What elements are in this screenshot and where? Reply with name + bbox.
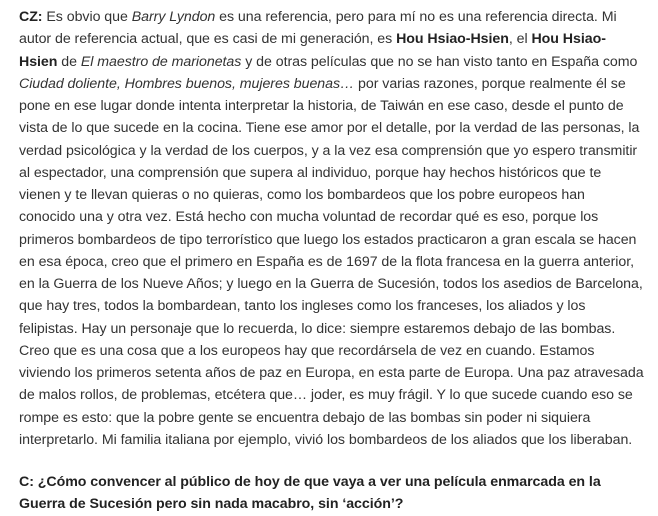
film-title-barry-lyndon: Barry Lyndon: [131, 9, 216, 25]
speaker-label: CZ:: [19, 9, 43, 25]
interview-question: C: ¿Cómo convencer al público de hoy de que vaya a ver una película enmarcada en la Guerra de Sucesión pero sin nada macabro, sin ‘acción’?: [19, 474, 601, 513]
director-name: Hou Hsiao-Hsien: [19, 31, 606, 70]
answer-text: , el: [508, 31, 532, 48]
film-titles-other: Ciudad doliente, Hombres buenos, mujeres buenas…: [19, 75, 355, 92]
answer-text: es una referencia, pero para mí no es una referencia directa. Mi autor de referencia actual, que es casi de mi generación, es: [19, 9, 617, 48]
interview-answer: [19, 6, 644, 451]
answer-text: Es obvio que: [42, 9, 132, 25]
answer-text: por varias razones, porque realmente él se pone en ese lugar donde intenta interpretar la historia, de Taiwán en ese caso, desde el punto de vista de lo que sucede en la cocina. Tiene ese amor por el detalle, por la verdad de las personas, la verdad psicológica y la verdad de los cuerpos, y a la vez esa comprensión que yo espero transmitir al espectador, una comprensión que supera al individuo, porque hay hechos históricos que te vienen y te llevan quieras o no quieras, como los bombardeos que los pobre europeos han conocido una y otra vez. Está hecho con mucha voluntad de recordar qué es eso, porque los primeros bombardeos de tipo terrorístico que luego los estados practicaron a gran escala se hacen en esa época, creo que el primero en España es de 1697 de la flota francesa en la guerra anterior, en la Guerra de los Nueve Años; y luego en la Guerra de Sucesión, todos los asedios de Barcelona, que hay tres, todos la bombardean, tanto los ingleses como los franceses, los aliados y los felipistas. Hay un personaje que lo recuerda, lo dice: siempre estaremos debajo de las bombas. Creo que es una cosa que a los europeos hay que recordársela de vez en cuando. Estamos viviendo los primeros setenta años de paz en Europa, en esta parte de Europa. Una paz atravesada de malos rollos, de problemas, etcétera que… joder, es muy frágil. Y lo que sucede cuando eso se rompe es esto: que la pobre gente se encuentra debajo de las bombas sin poder ni siquiera interpretarlo. Mi familia italiana por ejemplo, vivió los bombardeos de los aliados que los liberaban.: [19, 75, 644, 448]
interview-article: [19, 6, 644, 516]
answer-text: de: [57, 53, 81, 70]
answer-text: y de otras películas que no se han visto tanto en España como: [241, 53, 638, 70]
film-title-puppetmaster: El maestro de marionetas: [80, 53, 242, 70]
director-name: Hou Hsiao-Hsien: [396, 31, 509, 48]
